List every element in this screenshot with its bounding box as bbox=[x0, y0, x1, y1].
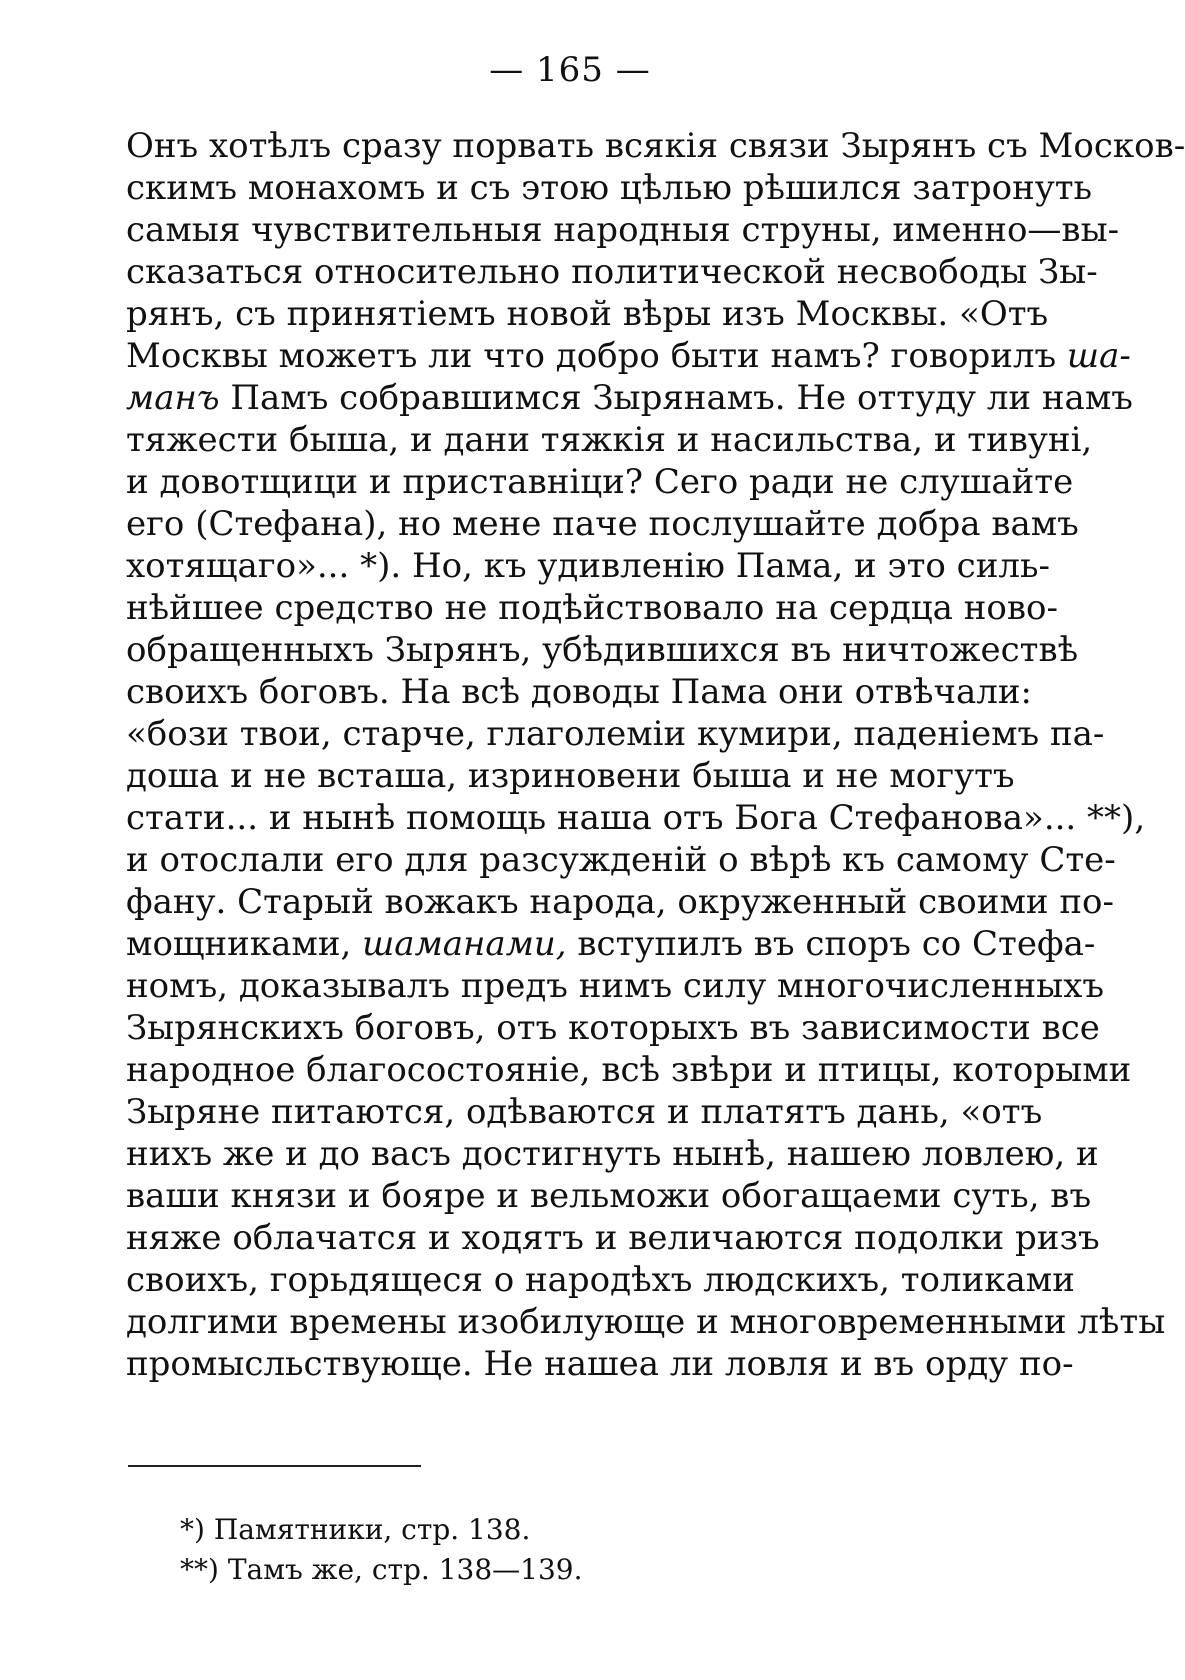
text-line: тяжести быша, и дани тяжкія и насильства, и тивуні, bbox=[126, 420, 1093, 460]
italic-word: ша- bbox=[1066, 336, 1131, 376]
text-line: и довотщици и приставніци? Сего ради не слушайте bbox=[126, 462, 1074, 502]
italic-word: манъ bbox=[126, 378, 220, 418]
text-line: народное благосостояніе, всѣ звѣри и птицы, которыми bbox=[126, 1050, 1132, 1090]
text-line: своихъ, горьдящеся о народѣхъ людскихъ, толиками bbox=[126, 1260, 1075, 1300]
text-line: промысльствующе. Не нашеа ли ловля и въ орду по- bbox=[126, 1344, 1074, 1384]
text-line: стати... и нынѣ помощь наша отъ Бога Стефанова»... **), bbox=[126, 798, 1146, 838]
text-line: рянъ, съ принятіемъ новой вѣры изъ Москвы. «Отъ bbox=[126, 294, 1049, 334]
text-line: сказаться относительно политической несвободы Зы- bbox=[126, 252, 1098, 292]
footnotes bbox=[180, 1510, 880, 1590]
italic-word: шаманами, bbox=[362, 924, 567, 964]
text-line: ваши князи и бояре и вельможи обогащаеми суть, въ bbox=[126, 1176, 1092, 1216]
text-line: фану. Старый вожакъ народа, окруженный своими по- bbox=[126, 882, 1114, 922]
text-line: самыя чувствительныя народныя струны, именно—вы- bbox=[126, 210, 1120, 250]
text-line: Зырянскихъ боговъ, отъ которыхъ въ зависимости все bbox=[126, 1008, 1100, 1048]
text-line: «бози твои, старче, глаголеміи кумири, паденіемъ па- bbox=[126, 714, 1105, 754]
text-line: и отослали его для разсужденій о вѣрѣ къ самому Сте- bbox=[126, 840, 1116, 880]
text-line: его (Стефана), но мене паче послушайте добра вамъ bbox=[126, 504, 1079, 544]
text-line bbox=[126, 377, 1133, 419]
text-segment: мощниками, шаманами, вступилъ въ споръ со Стефа- bbox=[126, 924, 1096, 964]
text-line: Зыряне питаются, одѣваются и платятъ дань, «отъ bbox=[126, 1092, 1043, 1132]
text-segment: Москвы можетъ ли что добро быти намъ? говорилъ bbox=[126, 336, 1057, 376]
text-line: доша и не всташа, изриновени быша и не могутъ bbox=[126, 756, 1015, 796]
text-line: обращенныхъ Зырянъ, убѣдившихся въ ничтожествѣ bbox=[126, 630, 1079, 670]
text-line bbox=[126, 335, 1131, 377]
text-line bbox=[126, 923, 1096, 965]
text-line: скимъ монахомъ и съ этою цѣлью рѣшился затронуть bbox=[126, 168, 1093, 208]
footnote: **) Тамъ же, стр. 138—139. bbox=[180, 1553, 583, 1586]
footnote-divider bbox=[128, 1465, 421, 1467]
text-segment: Памъ собравшимся Зырянамъ. Не оттуду ли намъ bbox=[230, 378, 1133, 418]
text-line: няже облачатся и ходятъ и величаются подолки ризъ bbox=[126, 1218, 1100, 1258]
text-line: нѣйшее средство не подѣйствовало на сердца ново- bbox=[126, 588, 1058, 628]
text-line: хотящаго»... *). Но, къ удивленію Пама, и это силь- bbox=[126, 546, 1050, 586]
footnote: *) Памятники, стр. 138. bbox=[180, 1513, 531, 1546]
text-line: своихъ боговъ. На всѣ доводы Пама они отвѣчали: bbox=[126, 672, 1033, 712]
text-line: Онъ хотѣлъ сразу порвать всякія связи Зырянъ съ Москов- bbox=[126, 126, 1185, 166]
text-line: номъ, доказывалъ предъ нимъ силу многочисленныхъ bbox=[126, 966, 1104, 1006]
text-line: долгими времены изобилующе и многовременными лѣты bbox=[126, 1302, 1166, 1342]
page-number: — 165 — bbox=[489, 50, 651, 90]
text-line: нихъ же и до васъ достигнуть нынѣ, нашею ловлею, и bbox=[126, 1134, 1099, 1174]
main-text bbox=[126, 125, 1185, 1385]
